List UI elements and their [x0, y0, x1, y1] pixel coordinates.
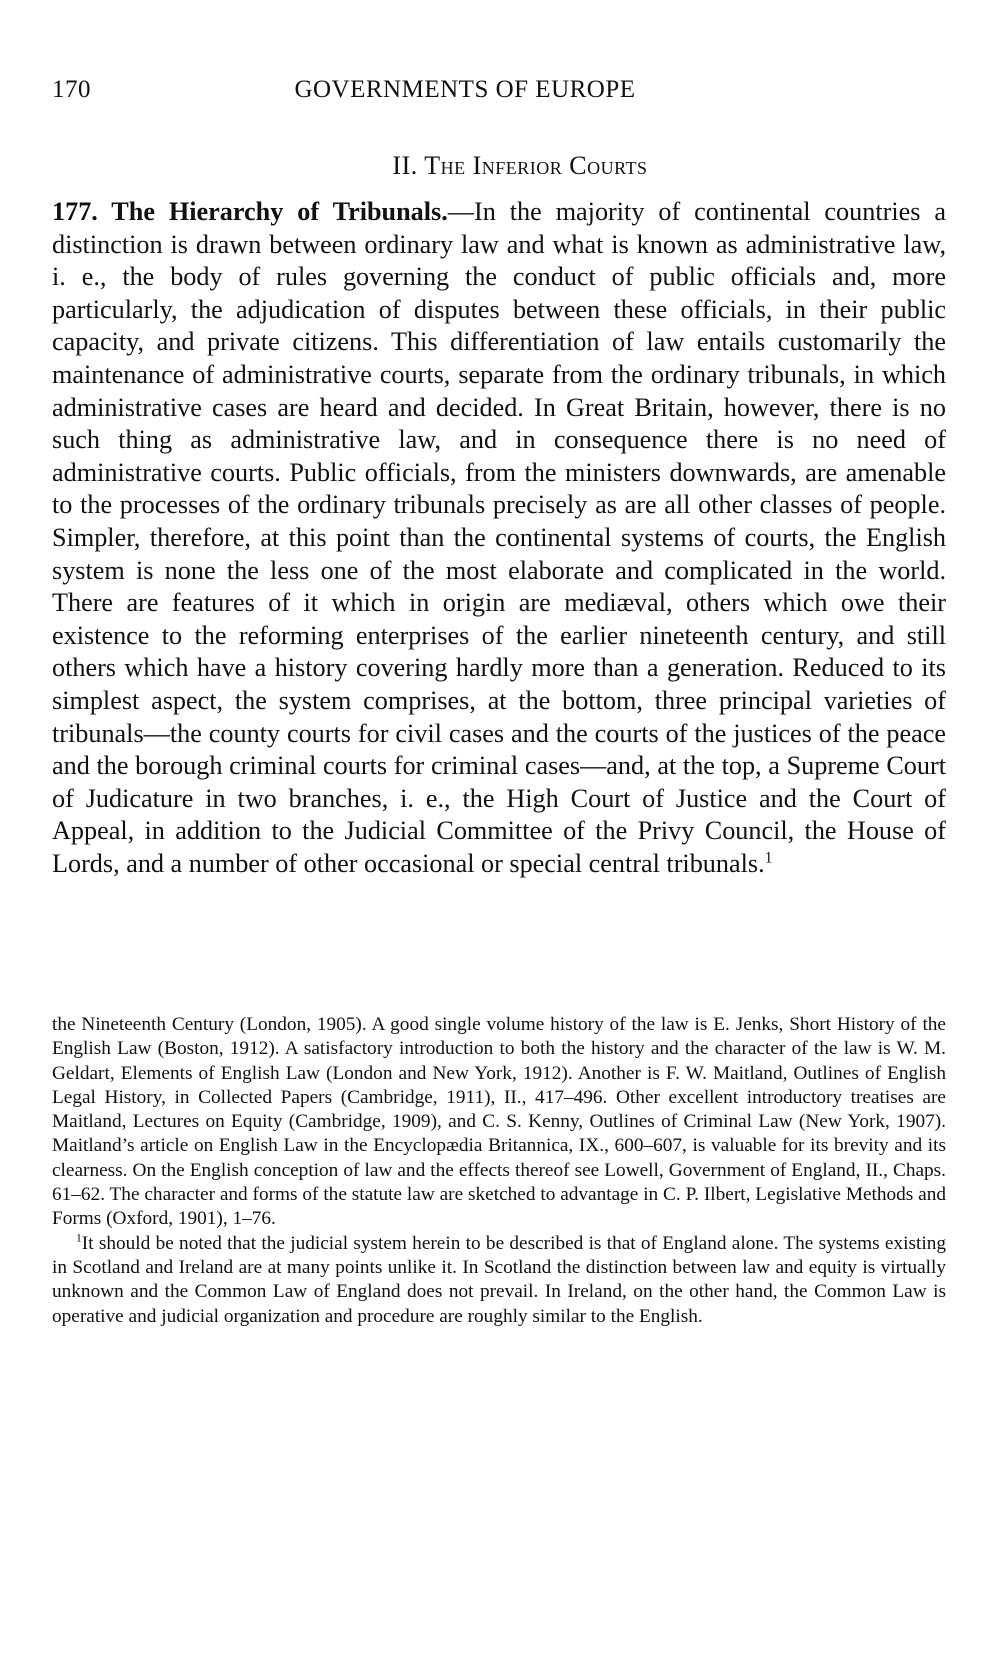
footnote-marker: 1	[76, 1231, 82, 1245]
section-heading: II. The Inferior Courts	[392, 151, 648, 180]
page-number: 170	[52, 76, 91, 103]
paragraph-text: —In the majority of continental countries a distinction is drawn between ordinary law and what is known as administrative law, i. e., the body of rules governing the conduct of public officials and, more particularly, the adjudication of disputes between these officials, in their public capacity, and private citizens. This differentiation of law entails customarily the maintenance of administrative courts, separate from the ordinary tribunals, in which administrative cases are heard and decided. In Great Britain, however, there is no such thing as administrative law, and in consequence there is no need of administrative courts. Public officials, from the ministers downwards, are amenable to the processes of the ordinary tribunals precisely as are all other classes of people. Simpler, therefore, at this point than the continental systems of courts, the English system is none the less one of the most elaborate and complicated in the world. There are features of it which in origin are mediæval, others which owe their existence to the reforming enterprises of the earlier nineteenth century, and still others which have a history covering hardly more than a generation. Reduced to its simplest aspect, the system comprises, at the bottom, three principal varieties of tribunals—the county courts for civil cases and the courts of the justices of the peace and the borough criminal courts for criminal cases—and, at the top, a Supreme Court of Judicature in two branches, i. e., the High Court of Justice and the Court of Appeal, in addition to the Judicial Committee of the Privy Council, the House of Lords, and a number of other occasional or special central tribunals.	[52, 197, 946, 878]
running-title: GOVERNMENTS OF EUROPE	[294, 76, 636, 103]
footnote-1	[52, 1232, 946, 1329]
running-head	[52, 76, 948, 112]
footnote-1-text: It should be noted that the judicial system herein to be described is that of England alone. The systems existing in Scotland and Ireland are at many points unlike it. In Scotland the distinction between law and equity is virtually unknown and the Common Law of England does not prevail. In Ireland, on the other hand, the Common Law is operative and judicial organization and procedure are roughly similar to the English.	[52, 1232, 946, 1327]
body-paragraph	[52, 196, 946, 880]
footnote-reference: 1	[764, 849, 773, 867]
footnotes	[52, 1013, 946, 1329]
footnote-continued: the Nineteenth Century (London, 1905). A good single volume history of the law is E. Jenks, Short History of the English Law (Boston, 1912). A satisfactory introduction to both the history and the character of the law is W. M. Geldart, Elements of English Law (London and New York, 1912). Another is F. W. Maitland, Outlines of English Legal History, in Collected Papers (Cambridge, 1911), II., 417–496. Other excellent introductory treatises are Maitland, Lectures on Equity (Cambridge, 1909), and C. S. Kenny, Outlines of Criminal Law (New York, 1907). Maitland’s article on English Law in the Encyclopædia Britannica, IX., 600–607, is valuable for its brevity and its clearness. On the English conception of law and the effects thereof see Lowell, Government of England, II., Chaps. 61–62. The character and forms of the statute law are sketched to advantage in C. P. Ilbert, Legislative Methods and Forms (Oxford, 1901), 1–76.	[52, 1014, 946, 1230]
paragraph-heading: 177. The Hierarchy of Tribunals.	[52, 197, 448, 226]
